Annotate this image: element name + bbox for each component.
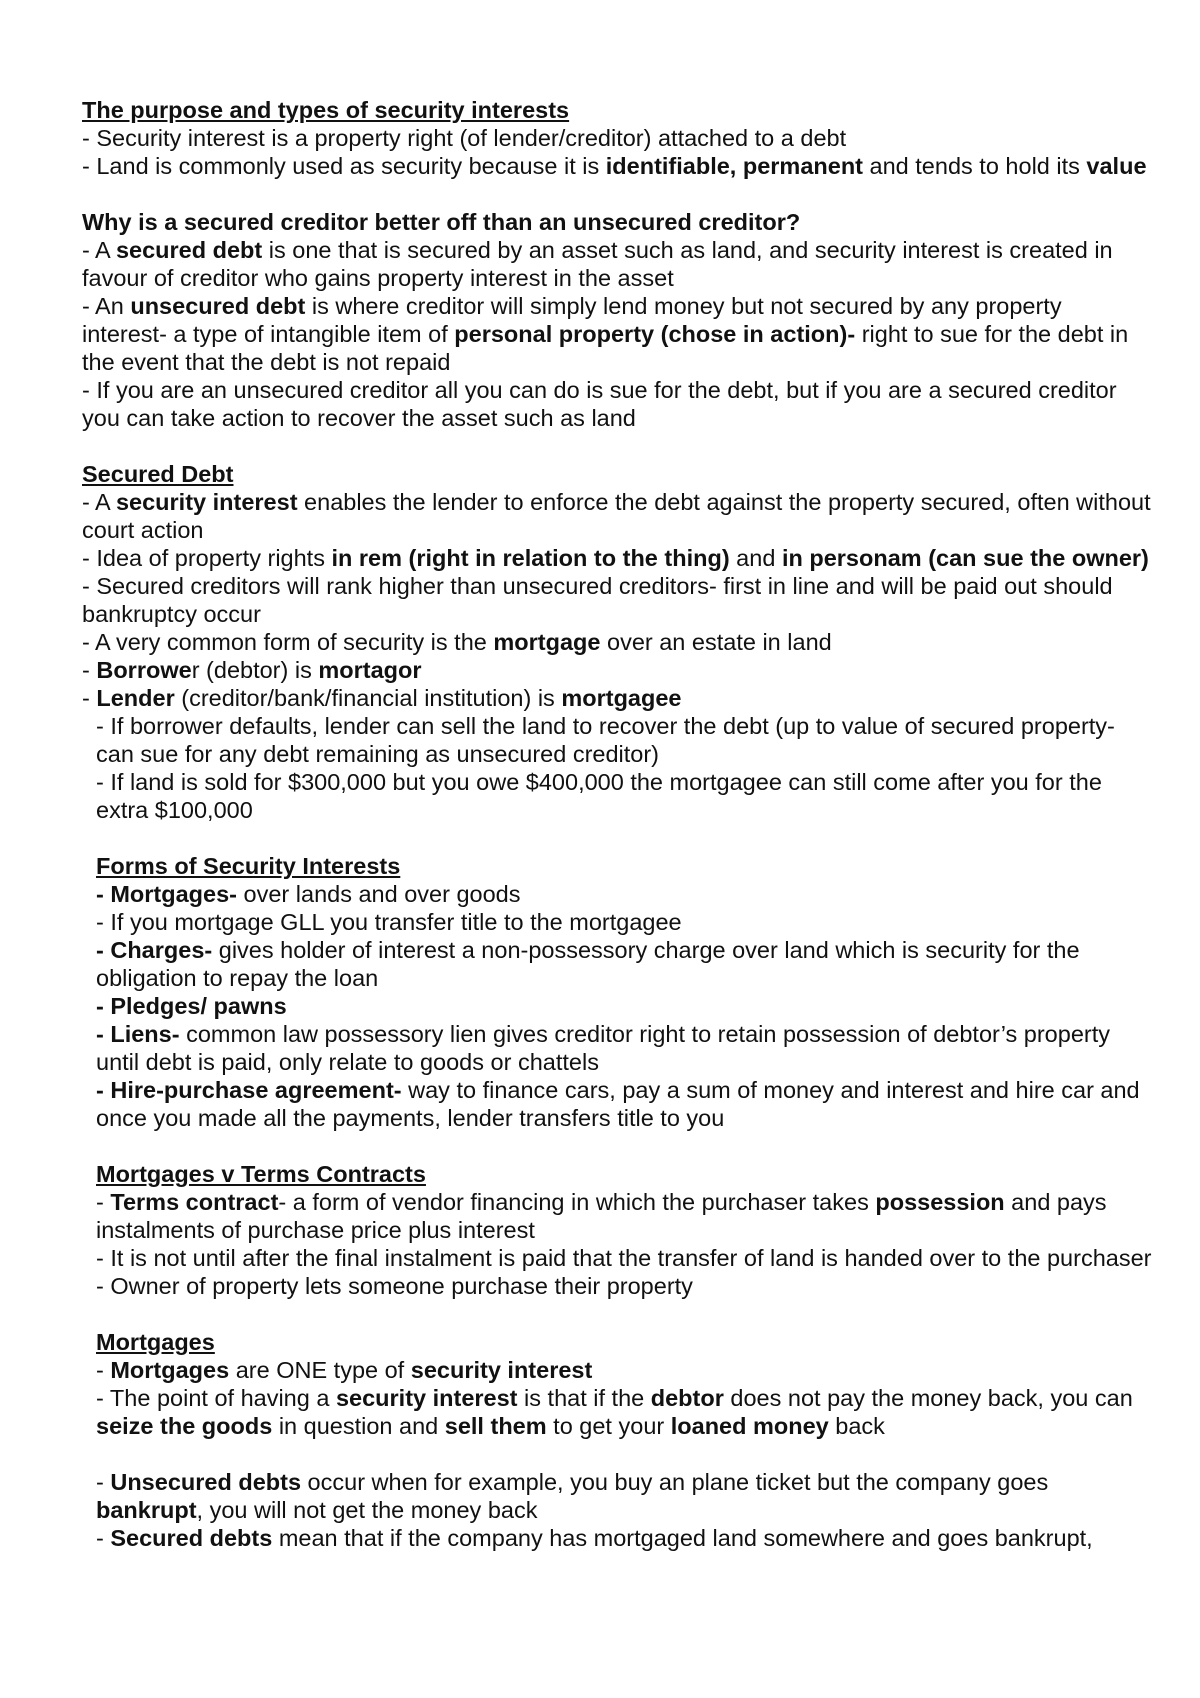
- paragraph: - Hire-purchase agreement- way to finance cars, pay a sum of money and interest and hire car and once you made all the payments, lender transfers title to you: [96, 1077, 1140, 1131]
- paragraph: - A security interest enables the lender to enforce the debt against the property secured, often without court action: [82, 489, 1151, 543]
- section-heading-forms: Forms of Security Interests: [96, 853, 401, 879]
- paragraph: - Pledges/ pawns: [96, 993, 287, 1019]
- paragraph: - Liens- common law possessory lien gives creditor right to retain possession of debtor’s property until debt is paid, only relate to goods or chattels: [96, 1021, 1110, 1075]
- section-heading-secured-debt: Secured Debt: [82, 461, 234, 487]
- paragraph: - Land is commonly used as security because it is identifiable, permanent and tends to hold its value: [82, 153, 1147, 179]
- paragraph: - Mortgages are ONE type of security interest: [96, 1357, 593, 1383]
- paragraph: - Lender (creditor/bank/financial institution) is mortgagee: [82, 685, 682, 711]
- paragraph: - If borrower defaults, lender can sell the land to recover the debt (up to value of secured property- can sue for any debt remaining as unsecured creditor): [96, 713, 1115, 767]
- paragraph: - The point of having a security interest is that if the debtor does not pay the money back, you can seize the goods in question and sell them to get your loaned money back: [96, 1385, 1133, 1439]
- paragraph: - Secured debts mean that if the company has mortgaged land somewhere and goes bankrupt,: [96, 1525, 1093, 1551]
- paragraph: - If land is sold for $300,000 but you owe $400,000 the mortgagee can still come after you for the extra $100,000: [96, 769, 1102, 823]
- section-question: Why is a secured creditor better off than an unsecured creditor?: [82, 209, 801, 235]
- paragraph: - Secured creditors will rank higher than unsecured creditors- first in line and will be paid out should bankruptcy occur: [82, 573, 1113, 627]
- paragraph: - Security interest is a property right (of lender/creditor) attached to a debt: [82, 125, 847, 151]
- document-page: [82, 96, 1152, 1552]
- paragraph: - Idea of property rights in rem (right in relation to the thing) and in personam (can sue the owner): [82, 545, 1149, 571]
- paragraph: - An unsecured debt is where creditor will simply lend money but not secured by any property interest- a type of intangible item of personal property (chose in action)- right to sue for the debt in the event that the debt is not repaid: [82, 293, 1129, 375]
- section-heading-purpose: The purpose and types of security interests: [82, 97, 570, 123]
- paragraph: - It is not until after the final instalment is paid that the transfer of land is handed over to the purchaser: [96, 1245, 1152, 1271]
- section-heading-terms-contracts: Mortgages v Terms Contracts: [96, 1161, 426, 1187]
- paragraph: - Charges- gives holder of interest a non-possessory charge over land which is security for the obligation to repay the loan: [96, 937, 1080, 991]
- paragraph: - Borrower (debtor) is mortagor: [82, 657, 422, 683]
- section-heading-mortgages: Mortgages: [96, 1329, 215, 1355]
- paragraph: - A secured debt is one that is secured by an asset such as land, and security interest is created in favour of creditor who gains property interest in the asset: [82, 237, 1113, 291]
- paragraph: - If you mortgage GLL you transfer title to the mortgagee: [96, 909, 682, 935]
- paragraph: - Owner of property lets someone purchase their property: [96, 1273, 693, 1299]
- paragraph: - Unsecured debts occur when for example, you buy an plane ticket but the company goes bankrupt, you will not get the money back: [96, 1469, 1049, 1523]
- paragraph: - Terms contract- a form of vendor financing in which the purchaser takes possession and pays instalments of purchase price plus interest: [96, 1189, 1107, 1243]
- paragraph: - A very common form of security is the mortgage over an estate in land: [82, 629, 832, 655]
- paragraph: - Mortgages- over lands and over goods: [96, 881, 521, 907]
- paragraph: - If you are an unsecured creditor all you can do is sue for the debt, but if you are a secured creditor you can take action to recover the asset such as land: [82, 377, 1117, 431]
- section-forms: [82, 852, 1152, 1552]
